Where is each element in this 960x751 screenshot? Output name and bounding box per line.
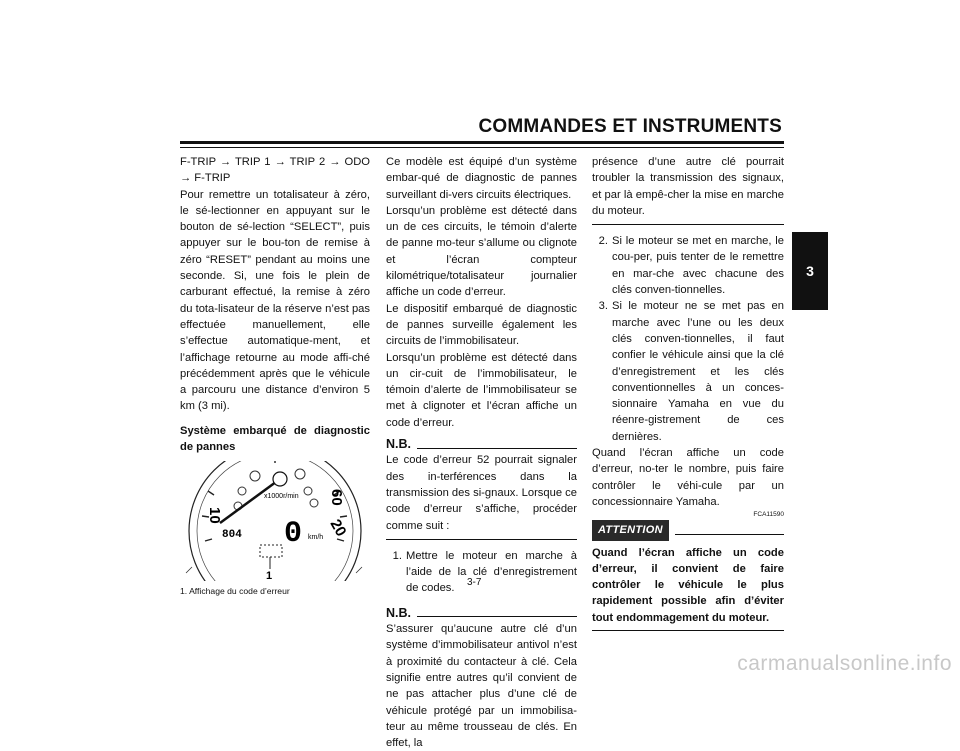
header-rule-thin (180, 147, 784, 148)
column-3 (592, 154, 784, 639)
nb-header-2 (386, 605, 577, 621)
paragraph-error-code: Quand l’écran affiche un code d’erreur, no-ter le nombre, puis faire contrôler le véhi-cule par un concessionnaire Yamaha. (592, 447, 784, 508)
divider (592, 630, 784, 631)
column-1 (180, 154, 370, 600)
watermark: carmanualsonline.info (737, 652, 952, 675)
steps-list-continued (592, 233, 784, 445)
section-heading-diagnostic: Système embarqué de diagnostic de pannes (180, 424, 370, 454)
column-2 (386, 154, 577, 751)
nb-label: N.B. (386, 605, 411, 620)
paragraph-intro: Ce modèle est équipé d’un système embar-qué de diagnostic de pannes surveillant di-vers circuits électriques. (386, 156, 577, 201)
odo-display: 804 (222, 529, 242, 542)
attention-text: Quand l’écran affiche un code d’erreur, il convient de faire contrôler le véhicule le plus rapidement possible afin d’éviter tout endommagement du moteur. (592, 546, 784, 624)
nb-text-1: Le code d’erreur 52 pourrait signaler des in-terférences dans la transmission des si-gnaux. Lorsque ce code d’erreur s’affiche, procéder comme suit : (386, 454, 577, 532)
header-rule (180, 141, 784, 144)
figure-caption: 1. Affichage du code d’erreur (180, 586, 290, 597)
steps-list (386, 548, 577, 597)
callout-1: 1 (266, 570, 273, 582)
list-item: 1. Mettre le moteur en marche à l’aide de la clé d’enregistrement de codes. (392, 549, 577, 595)
chapter-tab[interactable] (792, 232, 828, 310)
list-item: 2. Si le moteur se met en marche, le cou-per, puis tenter de le remettre en mar-che avec chacune des clés conven-tionnelles. (598, 235, 784, 297)
nb-label: N.B. (386, 437, 411, 452)
dial-number-left: 10 (206, 507, 223, 525)
paragraph-engine-warning: Lorsqu’un problème est détecté dans un de ces circuits, le témoin d’alerte de panne mo-teur s’allume ou clignote et l’écran compteur kilométrique/totalisateur journalier affiche un code d’erreur. (386, 204, 577, 299)
dial-number-right-lower: 20 (326, 516, 350, 540)
trip-sequence: F-TRIP → TRIP 1 → TRIP 2 → ODO → F-TRIP (180, 156, 370, 185)
speedometer-figure (180, 461, 370, 581)
speedometer-illustration (180, 461, 370, 581)
divider (592, 224, 784, 225)
chapter-tab-label: 3 (806, 263, 814, 279)
page-title: COMMANDES ET INSTRUMENTS (478, 116, 782, 137)
speed-unit: km/h (308, 534, 324, 542)
attention-label: ATTENTION (592, 520, 669, 540)
dial-number-right: 60 (328, 489, 345, 507)
error-code-box (260, 545, 282, 557)
nb-text-2: S’assurer qu’aucune autre clé d’un système d’immobilisateur antivol n’est à proximité du contacteur à clé. Cela signifie entre autres qu’il convient de ne pas attacher plus d’une clé de véhicule protégé par un immobilisa-teur au même trousseau de clés. En effet, la (386, 623, 577, 750)
rpm-label: x1000r/min (264, 493, 299, 501)
reference-code: FCA11590 (753, 511, 784, 519)
speed-display: 0 (284, 517, 303, 552)
page-number: 3-7 (467, 577, 482, 588)
divider (386, 539, 577, 540)
attention-header (592, 520, 784, 540)
paragraph-immobilizer: Le dispositif embarqué de diagnostic de pannes surveille également les circuits de l’immobilisateur. (386, 302, 577, 348)
reset-paragraph: Pour remettre un totalisateur à zéro, le sé-lectionner en appuyant sur le bouton de sé-lection “SELECT”, puis appuyer sur le bou-ton de remise à zéro “RESET” pendant au moins une seconde. Si, une fois le plein de carburant effectué, la remise à zéro du tota-lisateur de la réserve n’est pas effectuée manuellement, elle s’effectue automatique-ment, et l’affichage retourne au mode affi-ché précédemment après que le véhicule a parcouru une distance d’environ 5 km (3 mi). (180, 188, 370, 413)
nb-header-1 (386, 436, 577, 452)
list-item: 3. Si le moteur ne se met pas en marche avec l’une ou les deux clés conven-tionnelles, il faut confier le véhicule ainsi que la clé d’enregistrement et les clés conventionnelles à un conces-sionnaire Yamaha en vue du réenre-gistrement de ces dernières. (598, 300, 784, 443)
paragraph-continued: présence d’une autre clé pourrait troubler la transmission des signaux, et par là empê-cher la mise en marche du moteur. (592, 156, 784, 217)
paragraph-immobilizer-problem: Lorsqu’un problème est détecté dans un cir-cuit de l’immobilisateur, le témoin d’alerte de l’immobilisateur se met à clignoter et l’écran affiche un code d’erreur. (386, 351, 577, 429)
